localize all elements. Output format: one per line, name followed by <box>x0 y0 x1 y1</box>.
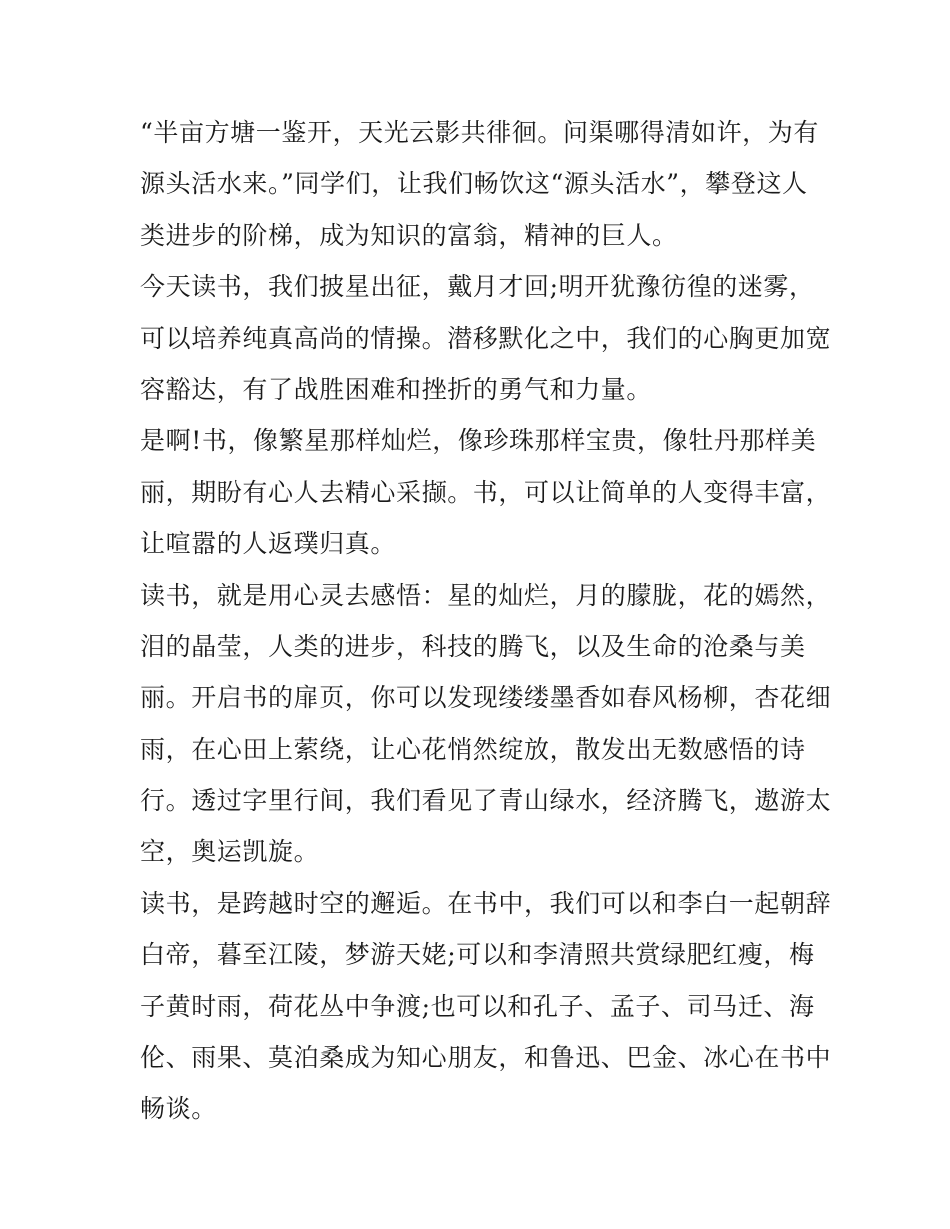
text-line: 丽，期盼有心人去精心采撷。书，可以让简单的人变得丰富， <box>140 477 832 507</box>
text-line: 让喧嚣的人返璞归真。 <box>140 529 397 559</box>
text-line: 读书，是跨越时空的邂逅。在书中，我们可以和李白一起朝辞 <box>140 888 832 918</box>
paragraph-reading-is-perception <box>140 570 832 878</box>
text-line: 类进步的阶梯，成为知识的富翁，精神的巨人。 <box>140 220 678 250</box>
text-line: 泪的晶莹，人类的进步，科技的腾飞，以及生命的沧桑与美 <box>140 631 806 661</box>
text-line: 容豁达，有了战胜困难和挫折的勇气和力量。 <box>140 374 653 404</box>
text-line: 今天读书，我们披星出征，戴月才回;明开犹豫彷徨的迷雾， <box>140 272 815 302</box>
text-line: 子黄时雨，荷花丛中争渡;也可以和孔子、孟子、司马迁、海 <box>140 991 815 1021</box>
text-line: 白帝，暮至江陵，梦游天姥;可以和李清照共赏绿肥红瘦，梅 <box>140 940 815 970</box>
text-line: 伦、雨果、莫泊桑成为知心朋友，和鲁迅、巴金、冰心在书中 <box>140 1043 832 1073</box>
paragraph-today-reading <box>140 261 832 415</box>
paragraph-quote <box>140 107 819 261</box>
text-line: “半亩方塘一鉴开，天光云影共徘徊。问渠哪得清如许，为有 <box>140 118 819 147</box>
text-line: 畅谈。 <box>140 1094 217 1124</box>
document-page <box>140 107 832 1135</box>
text-line: 源头活水来。”同学们，让我们畅饮这“源头活水”，攀登这人 <box>140 169 808 199</box>
text-line: 空，奥运凯旋。 <box>140 837 320 867</box>
paragraph-reading-across-time <box>140 878 832 1135</box>
text-line: 可以培养纯真高尚的情操。潜移默化之中，我们的心胸更加宽 <box>140 323 832 353</box>
text-line: 丽。开启书的扉页，你可以发现缕缕墨香如春风杨柳，杏花细 <box>140 683 832 713</box>
text-line: 行。透过字里行间，我们看见了青山绿水，经济腾飞，遨游太 <box>140 786 832 816</box>
paragraph-books-like-stars <box>140 415 832 569</box>
text-line: 雨，在心田上萦绕，让心花悄然绽放，散发出无数感悟的诗 <box>140 734 806 764</box>
text-line: 读书，就是用心灵去感悟：星的灿烂，月的朦胧，花的嫣然， <box>140 580 832 610</box>
text-line: 是啊!书，像繁星那样灿烂，像珍珠那样宝贵，像牡丹那样美 <box>140 426 817 456</box>
